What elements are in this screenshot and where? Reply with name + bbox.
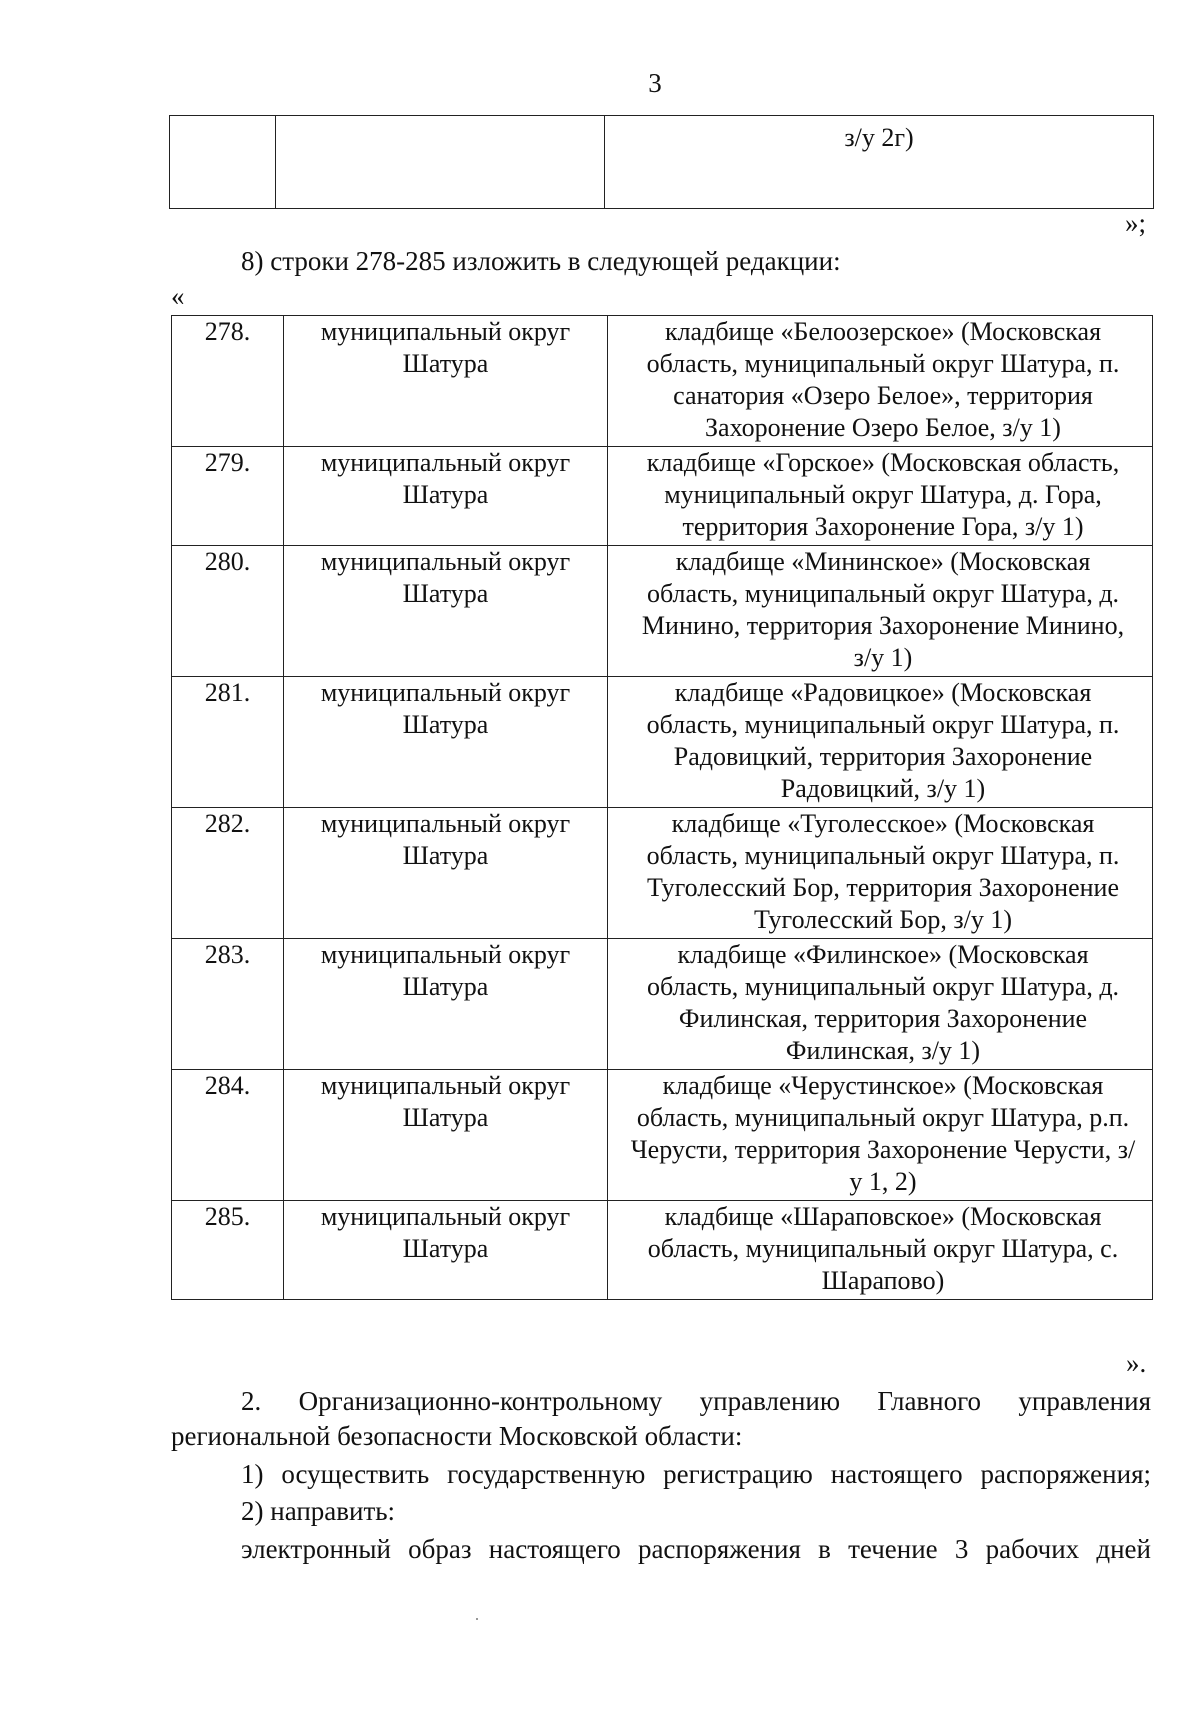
scan-speck <box>476 1618 478 1620</box>
district-name: муниципальный округ Шатура <box>284 808 608 939</box>
row-number: 282. <box>172 808 284 939</box>
section-2-item-1: 1) осуществить государственную регистрацию настоящего распоряжения; <box>241 1459 1151 1489</box>
district-name: муниципальный округ Шатура <box>284 677 608 808</box>
table-cell-description <box>605 116 1154 209</box>
section-2-item-3: электронный образ настоящего распоряжения в течение 3 рабочих дней <box>241 1534 1151 1564</box>
cemetery-description: кладбище «Филинское» (Московская область, муниципальный округ Шатура, д. Филинская, территория Захоронение Филинская, з/у 1) <box>608 939 1153 1070</box>
district-name: муниципальный округ Шатура <box>284 447 608 546</box>
section-2-item-2: 2) направить: <box>241 1496 396 1526</box>
row-number: 278. <box>172 316 284 447</box>
cemetery-description: кладбище «Шараповское» (Московская область, муниципальный округ Шатура, с. Шарапово) <box>608 1201 1153 1300</box>
row-number: 279. <box>172 447 284 546</box>
table-row <box>172 677 1153 808</box>
district-name: муниципальный округ Шатура <box>284 1070 608 1201</box>
row-number: 283. <box>172 939 284 1070</box>
cemetery-description: кладбище «Белоозерское» (Московская область, муниципальный округ Шатура, п. санатория «Озеро Белое», территория Захоронение Озеро Белое, з/у 1) <box>608 316 1153 447</box>
cemetery-description: кладбище «Радовицкое» (Московская область, муниципальный округ Шатура, п. Радовицкий, территория Захоронение Радовицкий, з/у 1) <box>608 677 1153 808</box>
district-name: муниципальный округ Шатура <box>284 939 608 1070</box>
closing-quote: ». <box>1126 1348 1147 1378</box>
section-2-line-1: 2. Организационно-контрольному управлению Главного управления <box>241 1386 1151 1416</box>
row-number: 284. <box>172 1070 284 1201</box>
district-name: муниципальный округ Шатура <box>284 1201 608 1300</box>
district-name: муниципальный округ Шатура <box>284 546 608 677</box>
table-row <box>172 808 1153 939</box>
closing-quote: »; <box>1125 208 1147 238</box>
cemetery-description: кладбище «Туголесское» (Московская область, муниципальный округ Шатура, п. Туголесский Бор, территория Захоронение Туголесский Бор, з/у 1) <box>608 808 1153 939</box>
table-row <box>172 546 1153 677</box>
empty-cell <box>276 116 605 209</box>
page-number: 3 <box>648 68 662 98</box>
section-2-line-2: региональной безопасности Московской области: <box>171 1421 743 1451</box>
cemetery-description: кладбище «Горское» (Московская область, муниципальный округ Шатура, д. Гора, территория Захоронение Гора, з/у 1) <box>608 447 1153 546</box>
row-number: 285. <box>172 1201 284 1300</box>
row-number: 280. <box>172 546 284 677</box>
cemetery-description: кладбище «Мининское» (Московская область, муниципальный округ Шатура, д. Минино, территория Захоронение Минино, з/у 1) <box>608 546 1153 677</box>
cemetery-table <box>171 315 1153 1300</box>
table-row <box>172 1070 1153 1201</box>
cell-text: з/у 2г) <box>844 123 914 152</box>
table-row <box>172 316 1153 447</box>
table-row <box>172 447 1153 546</box>
cemetery-description: кладбище «Черустинское» (Московская область, муниципальный округ Шатура, р.п. Черусти, территория Захоронение Черусти, з/у 1, 2) <box>608 1070 1153 1201</box>
row-number: 281. <box>172 677 284 808</box>
table-row <box>172 939 1153 1070</box>
empty-cell <box>170 116 276 209</box>
table-row <box>172 1201 1153 1300</box>
table-row <box>170 116 1154 209</box>
opening-quote: « <box>171 281 185 311</box>
previous-table-fragment <box>169 115 1154 209</box>
item-8-heading: 8) строки 278-285 изложить в следующей редакции: <box>241 246 841 276</box>
district-name: муниципальный округ Шатура <box>284 316 608 447</box>
